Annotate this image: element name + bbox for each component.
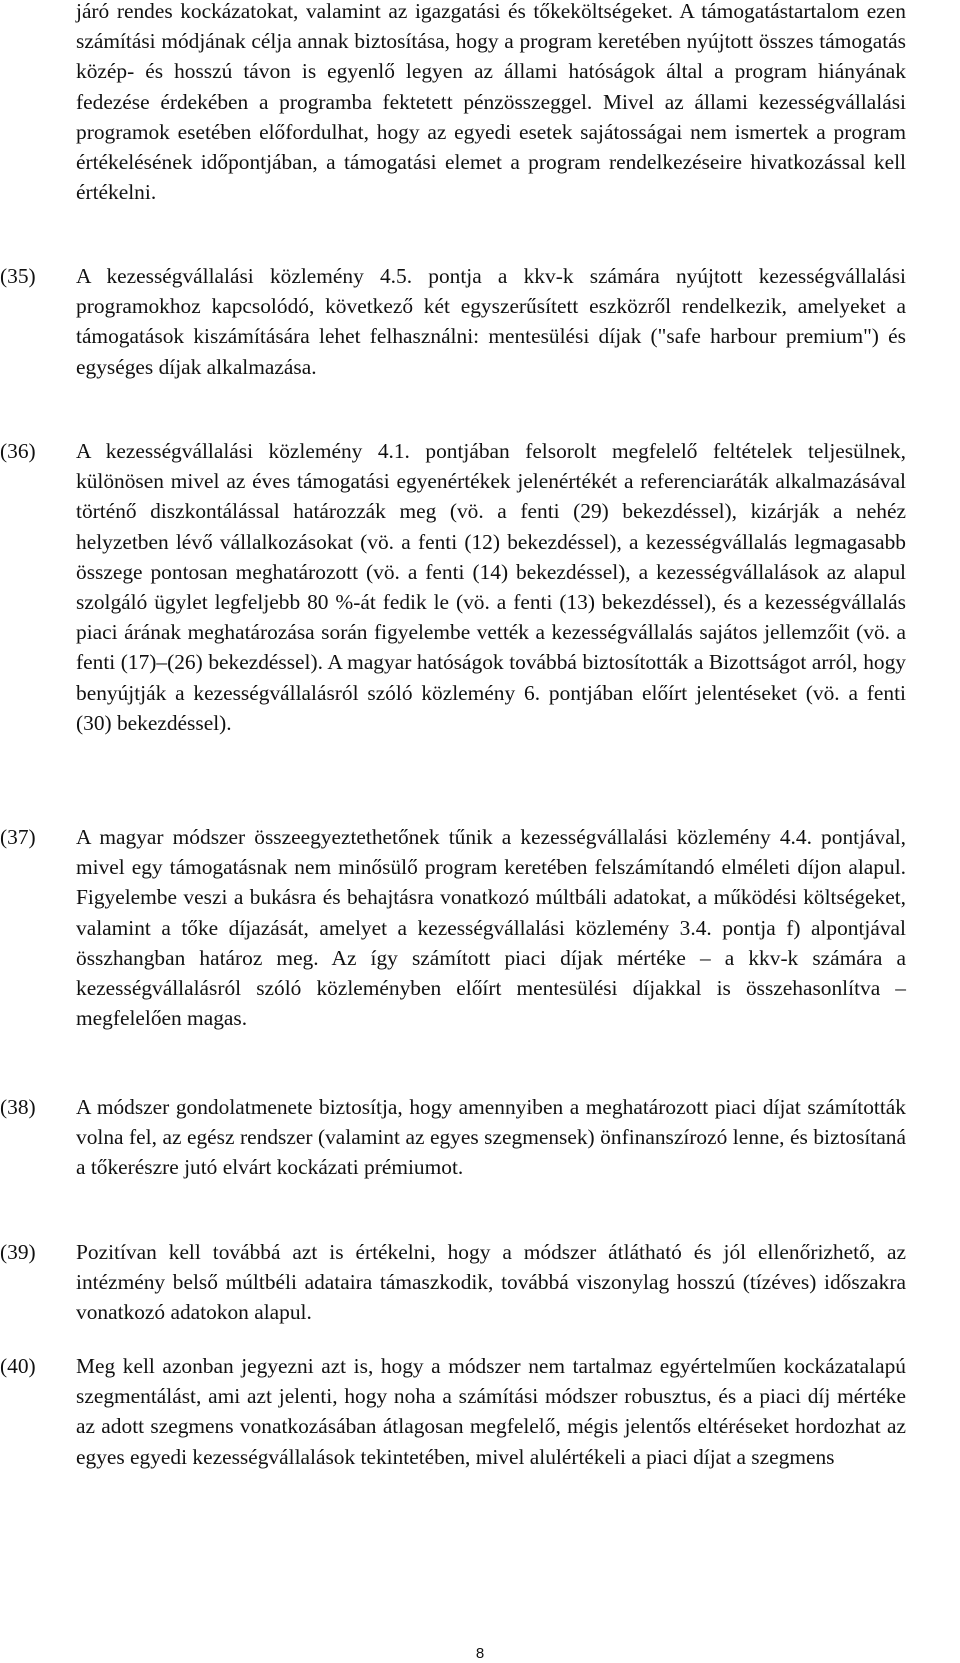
paragraph-text: A kezességvállalási közlemény 4.1. pontjában felsorolt megfelelő feltételek teljesülnek, különösen mivel az éves támogatási egyenértékek jelenértékét a referenciaráták alkalmazásával történő diszkontálással határozzák meg (vö. a fenti (29) bekezdéssel), kizárják a nehéz helyzetben lévő vállalkozásokat (vö. a fenti (12) bekezdéssel), a kezességvállalás legmagasabb összege pontosan meghatározott (vö. a fenti (14) bekezdéssel), a kezességvállalások az alapul szolgáló ügylet legfeljebb 80 %-át fedik le (vö. a fenti (13) bekezdéssel), és a kezességvállalás piaci árának meghatározása során figyelembe vették a kezességvállalás sajátos jellemzőit (vö. a fenti (17)–(26) bekezdéssel). A magyar hatóságok továbbá biztosították a Bizottságot arról, hogy benyújtják a kezességvállalásról szóló közlemény 6. pontjában előírt jelentéseket (vö. a fenti (30) bekezdéssel).: [76, 439, 906, 735]
paragraph-text: Meg kell azonban jegyezni azt is, hogy a módszer nem tartalmaz egyértelműen kockázatalapú szegmentálást, ami azt jelenti, hogy noha a számítási módszer robusztus, és a piaci díj mértéke az adott szegmens vonatkozásában átlagosan megfelelő, mégis jelentős eltéréseket hordozhat az egyes egyedi kezességvállalások tekintetében, mivel alulértékeli a piaci díjat a szegmens: [76, 1354, 906, 1469]
paragraph-number: (37): [0, 825, 36, 849]
paragraph-number: (39): [0, 1240, 36, 1264]
paragraph-text: A kezességvállalási közlemény 4.5. pontja a kkv-k számára nyújtott kezességvállalási programokhoz kapcsolódó, következő két egyszerűsített eszközről rendelkezik, amelyeket a támogatások kiszámítására lehet felhasználni: mentesülési díjak ("safe harbour premium") és egységes díjak alkalmazása.: [76, 264, 906, 379]
paragraph-number: (36): [0, 439, 36, 463]
page-number: 8: [475, 1645, 485, 1662]
paragraph-number: (38): [0, 1095, 36, 1119]
paragraph-number: (40): [0, 1354, 36, 1378]
paragraph-text: A módszer gondolatmenete biztosítja, hogy amennyiben a meghatározott piaci díjat számították volna fel, az egész rendszer (valamint az egyes szegmensek) önfinanszírozó lenne, és biztosítaná a tőkerészre jutó elvárt kockázati prémiumot.: [76, 1095, 906, 1180]
paragraph-text: Pozitívan kell továbbá azt is értékelni, hogy a módszer átlátható és jól ellenőrizhető, az intézmény belső múltbéli adataira támaszkodik, továbbá viszonylag hosszú (tízéves) időszakra vonatkozó adatokon alapul.: [76, 1240, 906, 1325]
paragraph-number: (35): [0, 264, 36, 288]
paragraph-text: A magyar módszer összeegyeztethetőnek tűnik a kezességvállalási közlemény 4.4. pontjával, mivel egy támogatásnak nem minősülő program keretében felszámítandó elméleti díjon alapul. Figyelembe veszi a bukásra és behajtásra vonatkozó múltbáli adatokat, a működési költségeket, valamint a tőke díjazását, amelyet a kezességvállalási közlemény 3.4. pontja f) alpontjával összhangban határoz meg. Az így számított piaci díjak mértéke – a kkv-k számára a kezességvállalásról szóló közleményben előírt mentesülési díjakkal is összehasonlítva – megfelelően magas.: [76, 825, 906, 1031]
paragraph-continuation: járó rendes kockázatokat, valamint az igazgatási és tőkeköltségeket. A támogatástartalom ezen számítási módjának célja annak biztosítása, hogy a program keretében nyújtott összes támogatás közép- és hosszú távon is egyenlő legyen az állami hatóságok által a program hiányának fedezése érdekében a programba fektetett pénzösszeggel. Mivel az állami kezességvállalási programok esetében előfordulhat, hogy az egyedi esetek sajátosságai nem ismertek a program értékelésének időpontjában, a támogatási elemet a program rendelkezéseire hivatkozással kell értékelni.: [76, 0, 906, 205]
